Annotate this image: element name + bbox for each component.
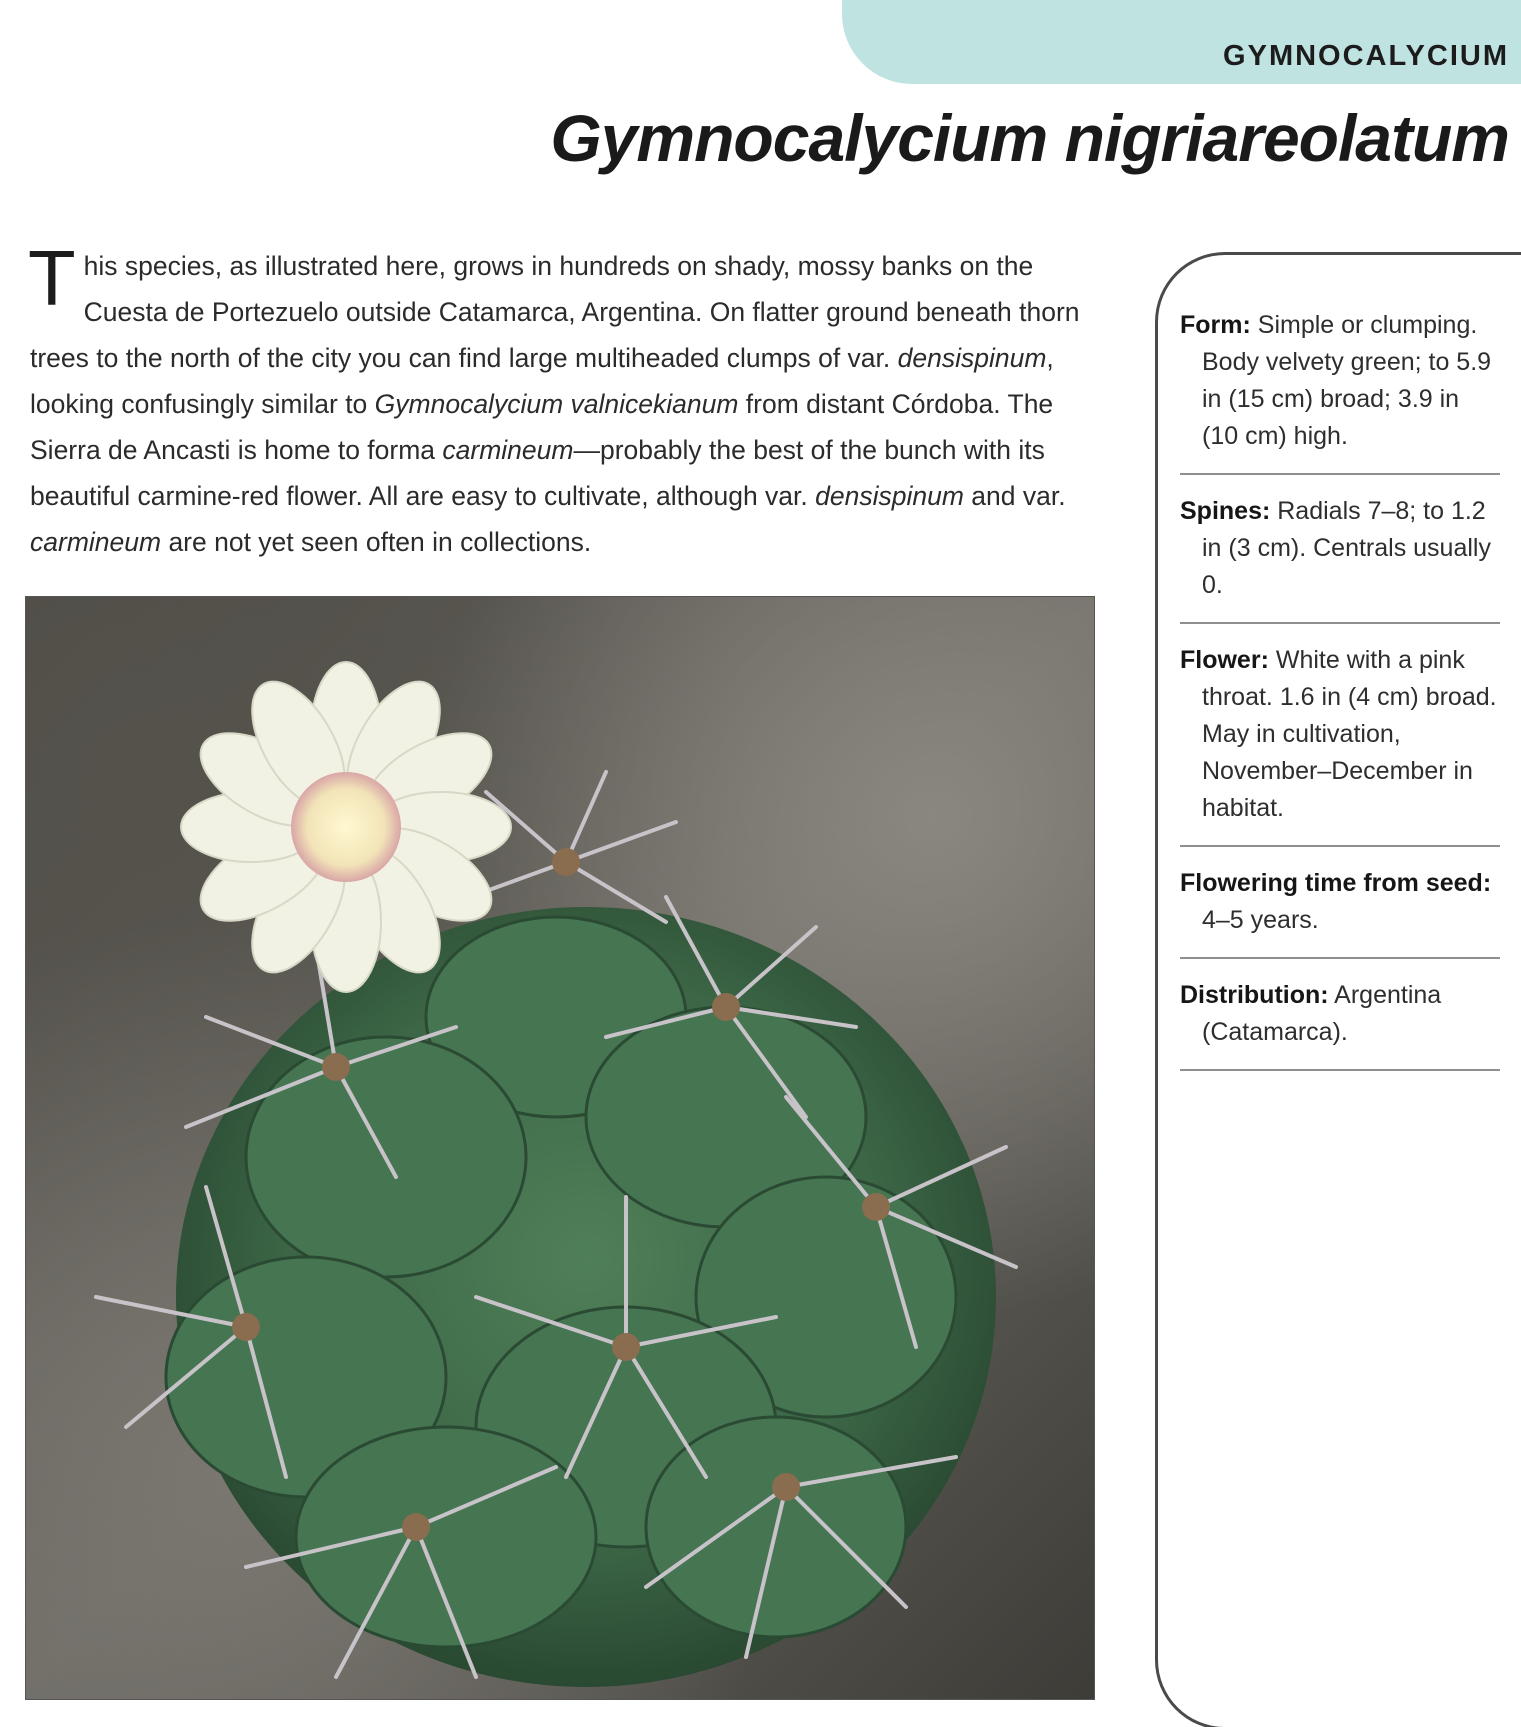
fact-label: Flower: (1180, 646, 1269, 674)
drop-cap: T (28, 234, 76, 322)
intro-italic: carmineum (442, 435, 574, 465)
fact-distribution (1180, 977, 1500, 1071)
species-title: Gymnocalycium nigriareolatum (550, 101, 1509, 175)
fact-text: Radials 7–8; to 1.2 in (3 cm). Centrals usually 0. (1202, 497, 1491, 599)
intro-text: are not yet seen often in collections. (161, 527, 592, 557)
fact-flower (1180, 642, 1500, 847)
fact-text: Argentina (Catamarca). (1202, 981, 1442, 1046)
cactus-photo (25, 596, 1095, 1700)
intro-text: , looking confusingly similar to (30, 343, 1054, 419)
fact-spines (1180, 493, 1500, 624)
intro-text: —probably the best of the bunch with its beautiful carmine-red flower. All are easy to cultivate, although var. (30, 435, 1045, 511)
fact-form (1180, 307, 1500, 475)
intro-italic: densispinum (815, 481, 964, 511)
fact-label: Flowering time from seed: (1180, 869, 1492, 897)
fact-flowering-time (1180, 865, 1500, 959)
intro-italic: carmineum (30, 527, 162, 557)
genus-label: GYMNOCALYCIUM (1223, 40, 1509, 72)
fact-list (1180, 307, 1500, 1089)
fact-label: Spines: (1180, 497, 1271, 525)
fact-text: 4–5 years. (1202, 906, 1319, 934)
intro-text: and var. (963, 481, 1066, 511)
fact-text: Simple or clumping. Body velvety green; to 5.9 in (15 cm) broad; 3.9 in (10 cm) high. (1202, 311, 1492, 450)
intro-italic: densispinum (897, 343, 1047, 373)
fact-label: Form: (1180, 311, 1251, 339)
intro-text: from distant Córdoba. The Sierra de Ancasti is home to forma (30, 389, 1054, 465)
fact-label: Distribution: (1180, 981, 1329, 1009)
intro-paragraph (28, 234, 1090, 565)
cactus-illustration (26, 597, 1095, 1700)
intro-italic: Gymnocalycium valnicekianum (374, 389, 739, 419)
intro-text: his species, as illustrated here, grows in hundreds on shady, mossy banks on the Cuesta de Portezuelo outside Catamarca, Argentina. On flatter ground beneath thorn trees to the north of the city you can find large multiheaded clumps of var. (30, 251, 1080, 373)
fact-text: White with a pink throat. 1.6 in (4 cm) broad. May in cultivation, November–December in habitat. (1202, 646, 1497, 822)
